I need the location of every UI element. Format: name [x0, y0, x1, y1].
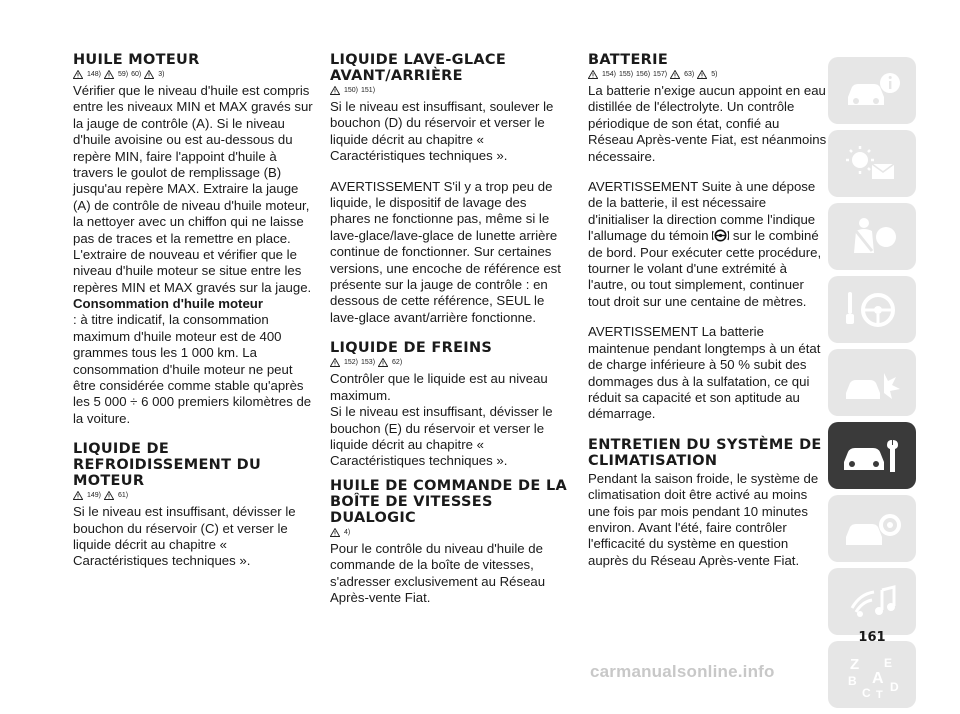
- column-1: [73, 52, 313, 570]
- reference-number: 149): [87, 492, 102, 500]
- specs-icon: [840, 505, 904, 553]
- section-title-huile-moteur: HUILE MOTEUR: [73, 52, 200, 68]
- reference-number: 156): [636, 71, 651, 78]
- index-letter: D: [890, 679, 899, 694]
- warning-triangle-icon: [73, 70, 83, 79]
- index-letter: Z: [850, 655, 860, 673]
- section-title-liquide-refroidissement: LIQUIDE DE REFROIDISSEMENT DU MOTEUR: [73, 441, 262, 490]
- warning-triangle-icon: [330, 86, 340, 95]
- warning-triangle-icon: [104, 70, 114, 79]
- steering-wheel-icon: [840, 286, 904, 334]
- index-letter: E: [884, 655, 893, 670]
- car-info-icon: [840, 67, 904, 115]
- paragraph: Si le niveau est insuffisant, dévisser le bouchon (E) du réservoir et verser le liquide décrit au chapitre « Caractéristiques techniques ».: [330, 404, 553, 469]
- page-number: 161: [858, 630, 886, 645]
- paragraph: Pour le contrôle du niveau d'huile de commande de la boîte de vitesses, s'adresser exclusivement au Réseau Après-vente Fiat.: [330, 540, 546, 605]
- steering-warning-icon: [712, 229, 729, 242]
- paragraph: Contrôler que le liquide est au niveau maximum.: [330, 371, 548, 403]
- paragraph: La batterie n'exige aucun appoint en eau distillée de l'électrolyte. Un contrôle périodique de son état, confié au Réseau Après-vente Fiat, est néanmoins nécessaire.: [588, 83, 827, 164]
- reference-row: [73, 70, 313, 79]
- index-letter: C: [862, 685, 871, 699]
- reference-row: [588, 70, 828, 79]
- column-3: [588, 52, 828, 569]
- paragraph: : à titre indicatif, la consommation maximum d'huile moteur est de 400 grammes tous les 1 000 km. La consommation d'huile moteur ne peut être considérée comme stable qu'après les 5 000 ÷ 6 000 premiers kilomètres de la voiture.: [73, 312, 312, 426]
- tab-warning-lights[interactable]: [828, 130, 916, 197]
- reference-number: 62): [392, 359, 403, 367]
- reference-row: [73, 491, 313, 500]
- paragraph: Pendant la saison froide, le système de climatisation doit être activé au moins une fois par mois pendant 10 minutes environ. Avant l'été, faire contrôler l'efficacité du système en question auprès du Réseau Après-vente Fiat.: [588, 470, 819, 568]
- paragraph-part: sur le combiné de bord. Pour exécuter cette procédure, tourner le volant d'une extrémité à l'autre, ou tout simplement, continuer tout droit sur une centaine de mètres.: [588, 228, 822, 309]
- reference-number: 148): [87, 71, 102, 78]
- reference-number: 60): [131, 71, 142, 78]
- tab-specs[interactable]: [828, 495, 916, 562]
- warning-triangle-icon: [670, 70, 680, 79]
- tab-multimedia[interactable]: [828, 568, 916, 635]
- paragraph: Si le niveau est insuffisant, dévisser le bouchon du réservoir (C) et verser le liquide décrit au chapitre « Caractéristiques techniques ».: [73, 504, 296, 569]
- reference-number: 63): [684, 71, 695, 78]
- paragraph: Vérifier que le niveau d'huile est compris entre les niveaux MIN et MAX gravés sur la jauge de contrôle (A). Si le niveau d'huile avoisine ou est au-dessous du repère MIN, faire l'appoint d'huile à travers le goulot de remplissage (B) jusqu'au repère MAX. Extraire la jauge (A) de contrôle de niveau d'huile moteur, la nettoyer avec un chiffon qui ne laisse pas de traces et la remettre en place. L'extraire de nouveau et vérifier que le niveau d'huile moteur se situe entre les repères MIN et MAX gravés sur la jauge.: [73, 83, 313, 295]
- warning-lights-icon: [840, 140, 904, 188]
- seatbelt-airbag-icon: [840, 213, 904, 261]
- paragraph-part: AVERTISSEMENT Suite à une dépose de la batterie, il est nécessaire d'initialiser la direction comme l'indique l'allumage du témoin: [588, 179, 816, 244]
- multimedia-icon: [840, 578, 904, 626]
- reference-row: [330, 358, 570, 367]
- crash-icon: [840, 359, 904, 407]
- reference-number: 59): [118, 71, 129, 78]
- tab-car-maintenance[interactable]: [828, 422, 916, 489]
- reference-number: 150): [344, 87, 359, 94]
- paragraph: [588, 179, 828, 310]
- reference-row: [330, 86, 570, 95]
- reference-row: [330, 528, 570, 537]
- reference-number: 4): [344, 528, 351, 536]
- warning-triangle-icon: [330, 528, 340, 537]
- reference-number: 3): [158, 71, 165, 78]
- reference-number: 153): [361, 359, 376, 367]
- warning-triangle-icon: [697, 70, 707, 79]
- index-letter: T: [876, 688, 883, 699]
- paragraph: Si le niveau est insuffisant, soulever le bouchon (D) du réservoir et verser le liquide décrit au chapitre « Caractéristiques techniques ».: [330, 99, 554, 164]
- reference-number: 151): [361, 87, 376, 94]
- tab-seatbelt-airbag[interactable]: [828, 203, 916, 270]
- section-title-lave-glace: LIQUIDE LAVE-GLACE AVANT/ARRIÈRE: [330, 52, 507, 84]
- chapter-tabs: [828, 57, 916, 714]
- tab-steering-wheel[interactable]: [828, 276, 916, 343]
- car-wrench-icon: [840, 432, 904, 480]
- section-title-huile-boite: HUILE DE COMMANDE DE LA BOÎTE DE VITESSES DUALOGIC: [330, 477, 568, 526]
- warning-triangle-icon: [104, 491, 114, 500]
- watermark: carmanualsonline.info: [590, 662, 775, 681]
- reference-number: 155): [619, 71, 634, 78]
- warning-triangle-icon: [73, 491, 83, 500]
- column-2: [330, 52, 570, 606]
- warning-triangle-icon: [378, 358, 388, 367]
- reference-number: 157): [653, 71, 668, 78]
- warning-triangle-icon: [588, 70, 598, 79]
- tab-index[interactable]: [828, 641, 916, 708]
- reference-number: 61): [118, 492, 129, 500]
- subheading-consommation: Consommation d'huile moteur: [73, 296, 263, 312]
- reference-number: 5): [711, 71, 718, 78]
- warning-triangle-icon: [144, 70, 154, 79]
- index-letter: B: [848, 673, 857, 688]
- reference-number: 154): [602, 71, 617, 78]
- section-title-liquide-freins: LIQUIDE DE FREINS: [330, 340, 493, 357]
- section-title-batterie: BATTERIE: [588, 52, 669, 68]
- tab-car-info[interactable]: [828, 57, 916, 124]
- tab-crash[interactable]: [828, 349, 916, 416]
- index-letter: A: [872, 669, 884, 687]
- paragraph: AVERTISSEMENT La batterie maintenue pendant longtemps à un état de charge inférieure à 50 % subit des dommages dus à la sulfatation, ce qui réduit sa capacité et son aptitude au démarrage.: [588, 324, 821, 422]
- reference-number: 152): [344, 359, 359, 367]
- warning-triangle-icon: [330, 358, 340, 367]
- section-title-climatisation: ENTRETIEN DU SYSTÈME DE CLIMATISATION: [588, 436, 822, 469]
- index-icon: [840, 651, 904, 699]
- paragraph: AVERTISSEMENT S'il y a trop peu de liquide, le dispositif de lavage des phares ne fonctionne pas, même si le lave-glace/lave-glace de lunette arrière continue de fonctionner. Sur certaines versions, une encoche de référence est présente sur la jauge de contrôle : en dessous de cette référence, SEUL le lave-glace avant/arrière fonctionne.: [330, 178, 561, 325]
